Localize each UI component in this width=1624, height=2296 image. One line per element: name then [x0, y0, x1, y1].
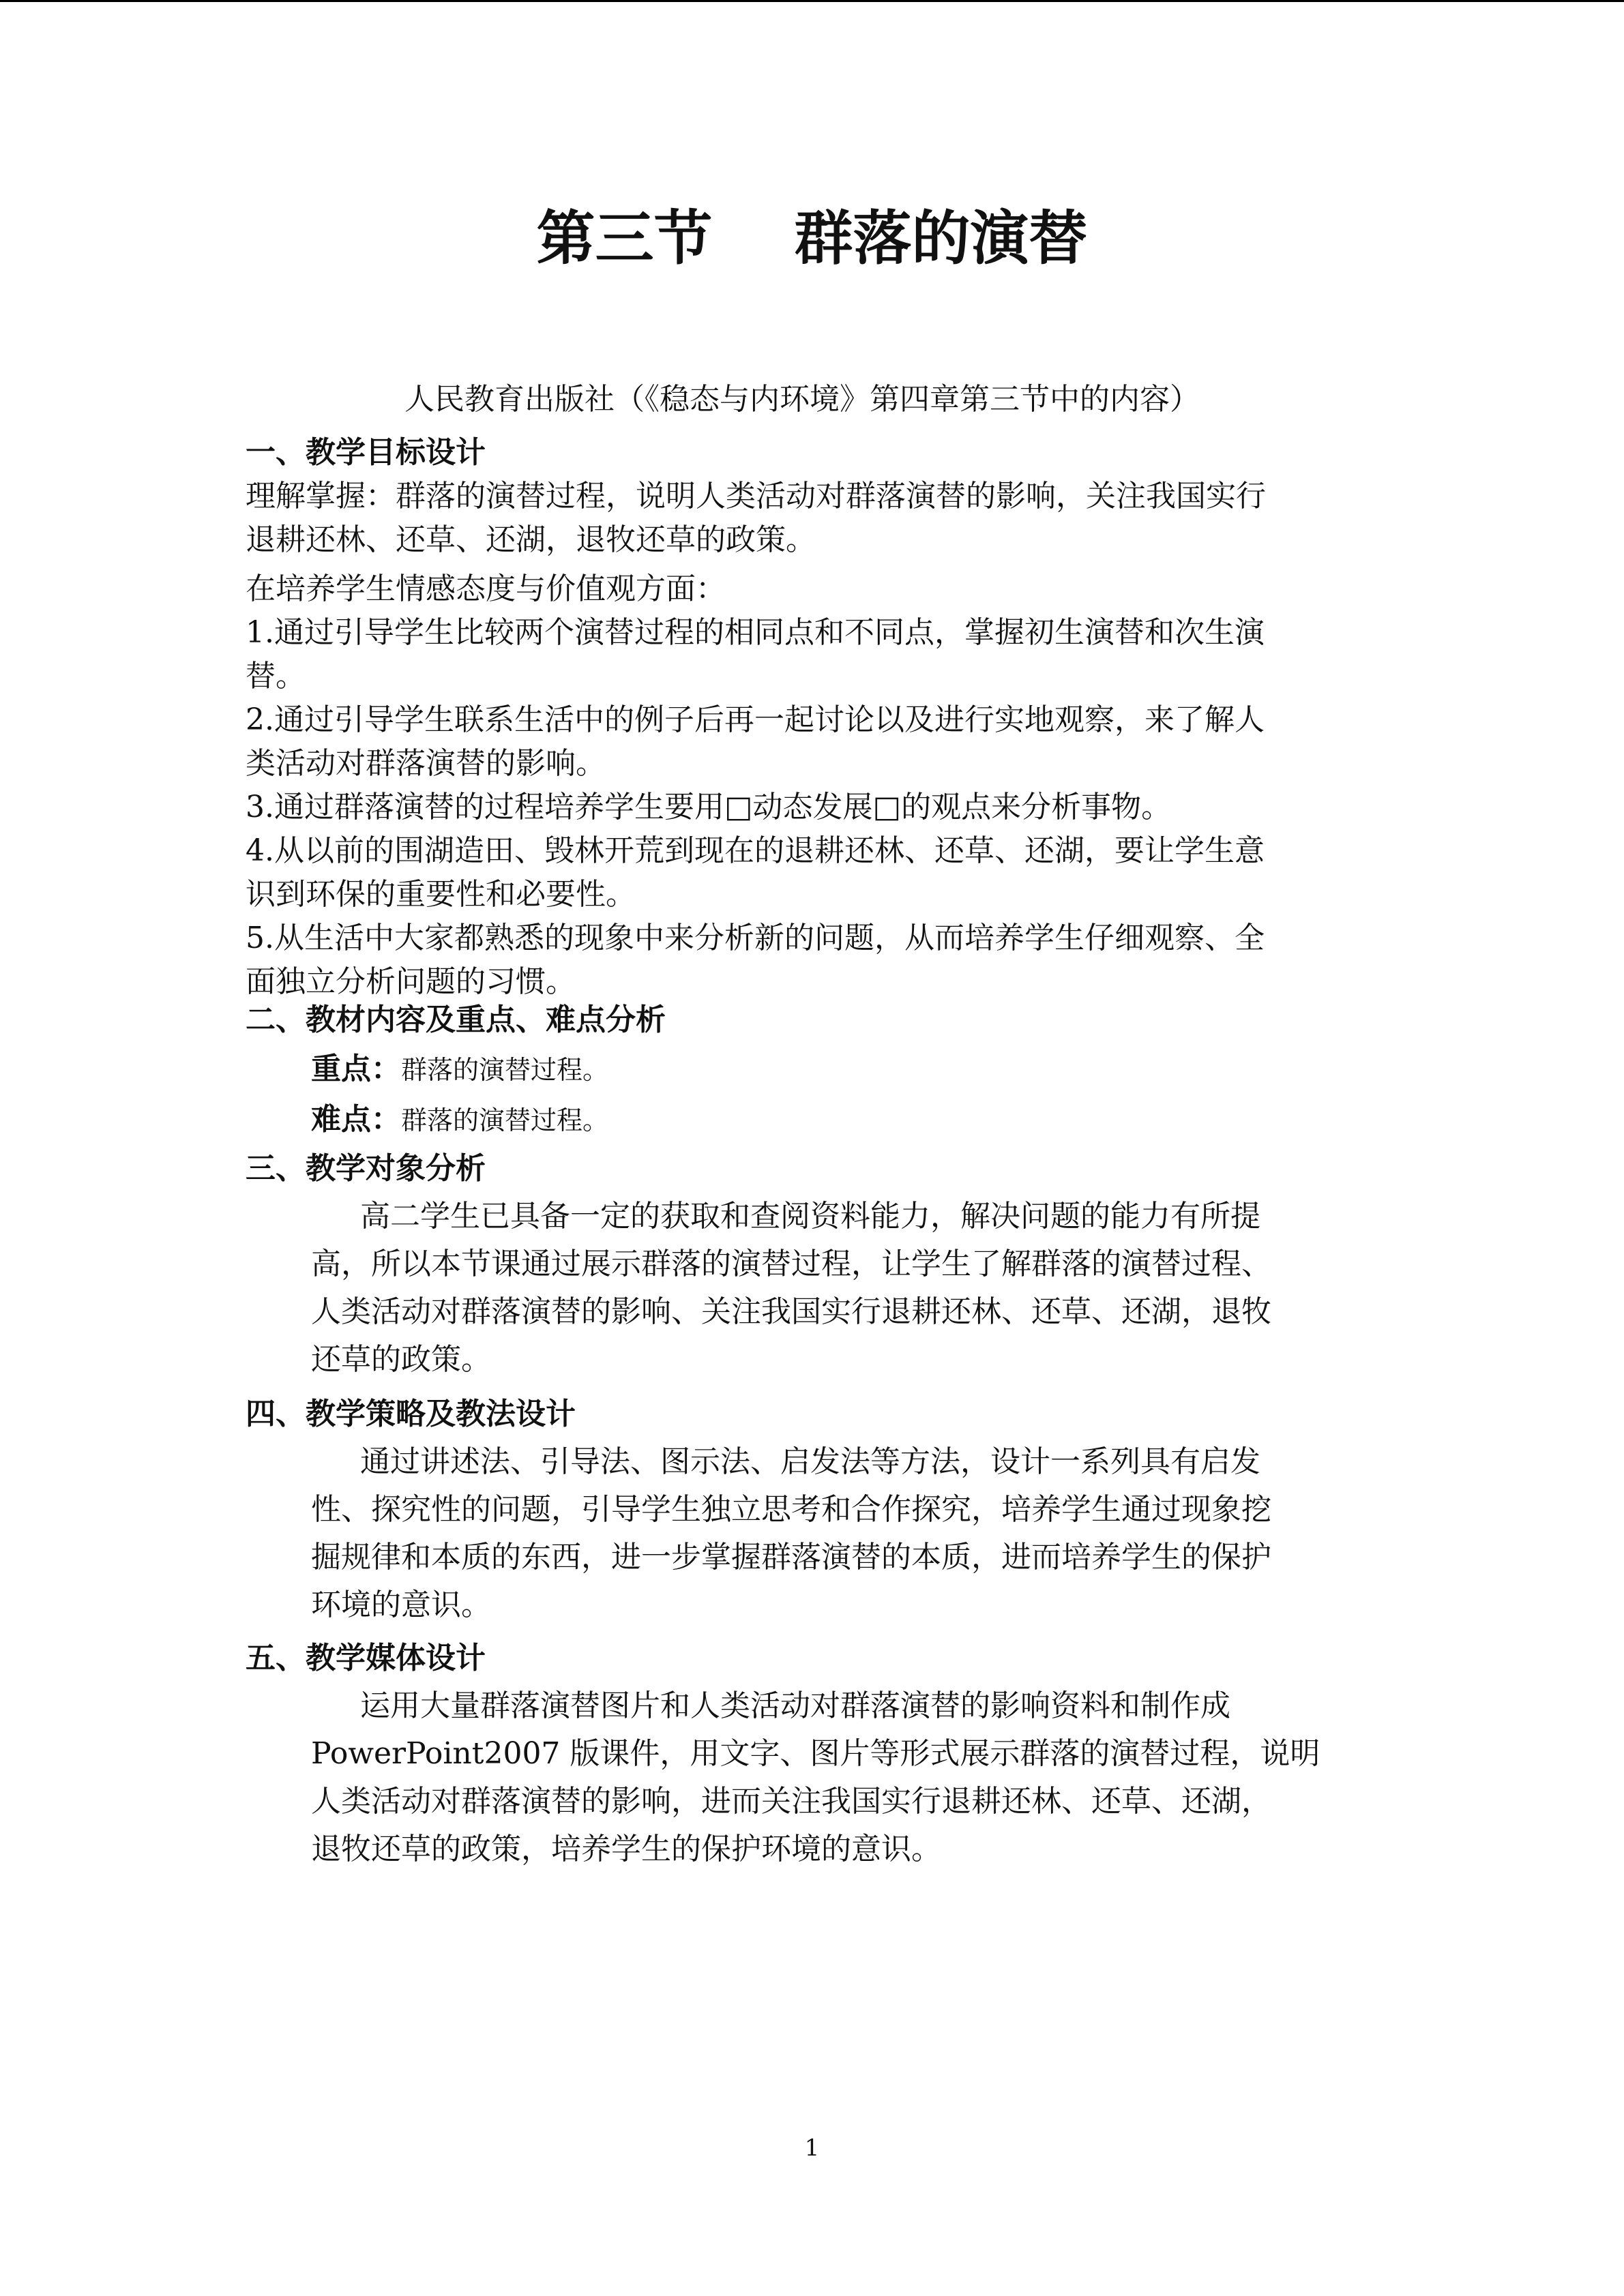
title-section-number: 第三节	[536, 205, 713, 273]
section4-line: 通过讲述法、引导法、图示法、启发法等方法，设计一系列具有启发	[360, 1444, 1260, 1479]
section1-line: 类活动对群落演替的影响。	[246, 746, 606, 781]
section1-line: 识到环保的重要性和必要性。	[246, 877, 636, 912]
source-line: 人民教育出版社（《稳态与内环境》第四章第三节中的内容）	[404, 382, 1200, 417]
section1-line: 退耕还林、还草、还湖，退牧还草的政策。	[246, 522, 816, 557]
top-border-rule	[0, 0, 1624, 2]
difficult-point	[311, 1098, 608, 1142]
section4-line: 环境的意识。	[311, 1587, 491, 1622]
section1-line: 在培养学生情感态度与价值观方面：	[246, 571, 726, 606]
section3-heading: 三、教学对象分析	[246, 1151, 486, 1186]
section3-line: 高二学生已具备一定的获取和查阅资料能力，解决问题的能力有所提	[360, 1199, 1260, 1234]
section1-heading: 一、教学目标设计	[246, 435, 486, 470]
section4-line: 掘规律和本质的东西，进一步掌握群落演替的本质，进而培养学生的保护	[311, 1540, 1271, 1575]
section1-line: 面独立分析问题的习惯。	[246, 964, 576, 999]
section1-line: 4.从以前的围湖造田、毁林开荒到现在的退耕还林、还草、还湖，要让学生意	[246, 833, 1265, 868]
page-number: 1	[804, 2134, 820, 2162]
difficult-point-value: 群落的演替过程。	[401, 1105, 609, 1135]
section5-line: 运用大量群落演替图片和人类活动对群落演替的影响资料和制作成	[360, 1688, 1230, 1723]
section1-line: 替。	[246, 659, 306, 694]
section3-line: 还草的政策。	[311, 1342, 491, 1377]
section1-line: 1.通过引导学生比较两个演替过程的相同点和不同点，掌握初生演替和次生演	[246, 615, 1265, 650]
title-topic: 群落的演替	[794, 205, 1088, 273]
key-point-value: 群落的演替过程。	[401, 1055, 609, 1085]
section5-line: PowerPoint2007 版课件，用文字、图片等形式展示群落的演替过程，说明	[311, 1736, 1320, 1771]
section5-line: 退牧还草的政策，培养学生的保护环境的意识。	[311, 1832, 941, 1866]
section1-line: 5.从生活中大家都熟悉的现象中来分析新的问题，从而培养学生仔细观察、全	[246, 921, 1265, 955]
section2-heading: 二、教材内容及重点、难点分析	[246, 1002, 666, 1037]
key-point-label: 重点：	[311, 1052, 401, 1086]
page-title	[0, 198, 1624, 280]
key-point	[311, 1047, 608, 1092]
section1-line: 3.通过群落演替的过程培养学生要用□动态发展□的观点来分析事物。	[246, 790, 1172, 824]
difficult-point-label: 难点：	[311, 1102, 401, 1137]
section5-line: 人类活动对群落演替的影响，进而关注我国实行退耕还林、还草、还湖，	[311, 1784, 1271, 1819]
section4-line: 性、探究性的问题，引导学生独立思考和合作探究，培养学生通过现象挖	[311, 1492, 1271, 1527]
section3-line: 人类活动对群落演替的影响、关注我国实行退耕还林、还草、还湖，退牧	[311, 1294, 1271, 1329]
section1-line: 理解掌握：群落的演替过程，说明人类活动对群落演替的影响，关注我国实行	[246, 479, 1266, 513]
section4-heading: 四、教学策略及教法设计	[246, 1397, 576, 1431]
section3-line: 高，所以本节课通过展示群落的演替过程，让学生了解群落的演替过程、	[311, 1247, 1271, 1281]
section1-line: 2.通过引导学生联系生活中的例子后再一起讨论以及进行实地观察，来了解人	[246, 702, 1265, 737]
section5-heading: 五、教学媒体设计	[246, 1641, 486, 1675]
